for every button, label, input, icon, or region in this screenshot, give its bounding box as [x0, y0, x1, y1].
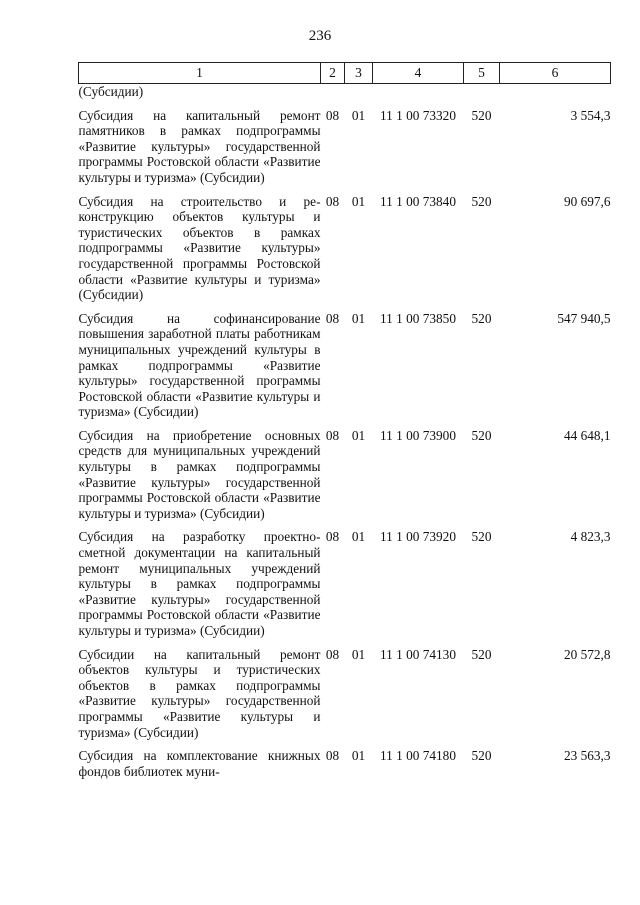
- row-amount: 90 697,6: [563, 193, 611, 209]
- row-target-code: 11 1 00 74180: [380, 748, 456, 764]
- row-expense-type: 520: [471, 107, 492, 123]
- row-subsection: 01: [351, 646, 366, 662]
- row-section: 08: [325, 646, 340, 662]
- page-number: 236: [308, 28, 332, 44]
- table-row: [79, 529, 611, 646]
- row-description: Субсидия на строительство и реконструкцию объектов культуры и туристических объектов в рамках подпрограммы «Развитие культуры» государственной программы Ростовской области «Развитие культуры и туризма» (Субсидии): [78, 193, 321, 303]
- table-row: [79, 194, 611, 311]
- row-amount: 4 823,3: [570, 529, 611, 545]
- row-target-code: 11 1 00 73900: [380, 427, 456, 443]
- row-target-code: 11 1 00 74130: [380, 646, 456, 662]
- row-expense-type: 520: [471, 310, 492, 326]
- row-expense-type: 520: [471, 427, 492, 443]
- row-amount: 23 563,3: [563, 748, 611, 764]
- row-section: 08: [325, 427, 340, 443]
- row-description: Субсидия на комплектование книжных фондов библиотек муни-: [78, 748, 321, 779]
- row-description: Субсидия на софинансирование повышения заработной платы работникам муниципальных учреждений культуры в рамках подпрограммы «Развитие культуры» государственной программы Ростовской области «Развитие культуры и туризма» (Субсидии): [78, 310, 321, 420]
- table-row: [79, 108, 611, 194]
- row-expense-type: 520: [471, 193, 492, 209]
- row-expense-type: 520: [471, 529, 492, 545]
- row-amount: 44 648,1: [563, 427, 611, 443]
- column-header: 2: [321, 63, 345, 84]
- row-target-code: 11 1 00 73320: [380, 107, 456, 123]
- row-subsection: 01: [351, 427, 366, 443]
- row-amount: 3 554,3: [570, 107, 611, 123]
- table-row: [79, 311, 611, 428]
- continuation-row: [79, 84, 611, 108]
- column-header: 4: [373, 63, 464, 84]
- continuation-text: (Субсидии): [78, 84, 144, 99]
- row-description: Субсидия на капитальный ремонт памятников в рамках подпрограммы «Развитие культуры» государственной программы Ростовской области «Развитие культуры и туризма» (Субсидии): [78, 107, 321, 185]
- row-subsection: 01: [351, 193, 366, 209]
- row-subsection: 01: [351, 310, 366, 326]
- column-header: 6: [500, 63, 611, 84]
- row-description: Субсидия на разработку проектно-сметной документации на капитальный ремонт муниципальных учреждений культуры в рамках подпрограммы «Развитие культуры» государственной программы Ростовской области «Развитие культуры и туризма» (Субсидии): [78, 529, 321, 638]
- row-section: 08: [325, 310, 340, 326]
- row-target-code: 11 1 00 73850: [380, 310, 456, 326]
- column-header: 1: [79, 63, 321, 84]
- column-header: 5: [464, 63, 500, 84]
- row-description: Субсидии на капитальный ремонт объектов культуры и туристических объектов в рамках подпрограммы «Развитие культуры» государственной программы «Развитие культуры и туризма» (Субсидии): [78, 646, 321, 740]
- row-subsection: 01: [351, 748, 366, 764]
- table-row: [79, 428, 611, 530]
- row-expense-type: 520: [471, 646, 492, 662]
- row-target-code: 11 1 00 73920: [380, 529, 456, 545]
- row-amount: 547 940,5: [557, 310, 611, 326]
- row-section: 08: [325, 748, 340, 764]
- table-row: [79, 748, 611, 779]
- row-section: 08: [325, 107, 340, 123]
- column-header-row: [79, 63, 611, 84]
- row-section: 08: [325, 529, 340, 545]
- row-amount: 20 572,8: [563, 646, 611, 662]
- row-description: Субсидия на приобретение основных средств для муниципальных учреждений культуры в рамках подпрограммы «Развитие культуры» государственной программы Ростовской области «Развитие культуры и туризма» (Субсидии): [78, 427, 321, 521]
- budget-table: [78, 62, 611, 779]
- row-target-code: 11 1 00 73840: [380, 193, 456, 209]
- row-section: 08: [325, 193, 340, 209]
- column-header: 3: [345, 63, 373, 84]
- row-subsection: 01: [351, 529, 366, 545]
- table-row: [79, 647, 611, 749]
- row-subsection: 01: [351, 107, 366, 123]
- row-expense-type: 520: [471, 748, 492, 764]
